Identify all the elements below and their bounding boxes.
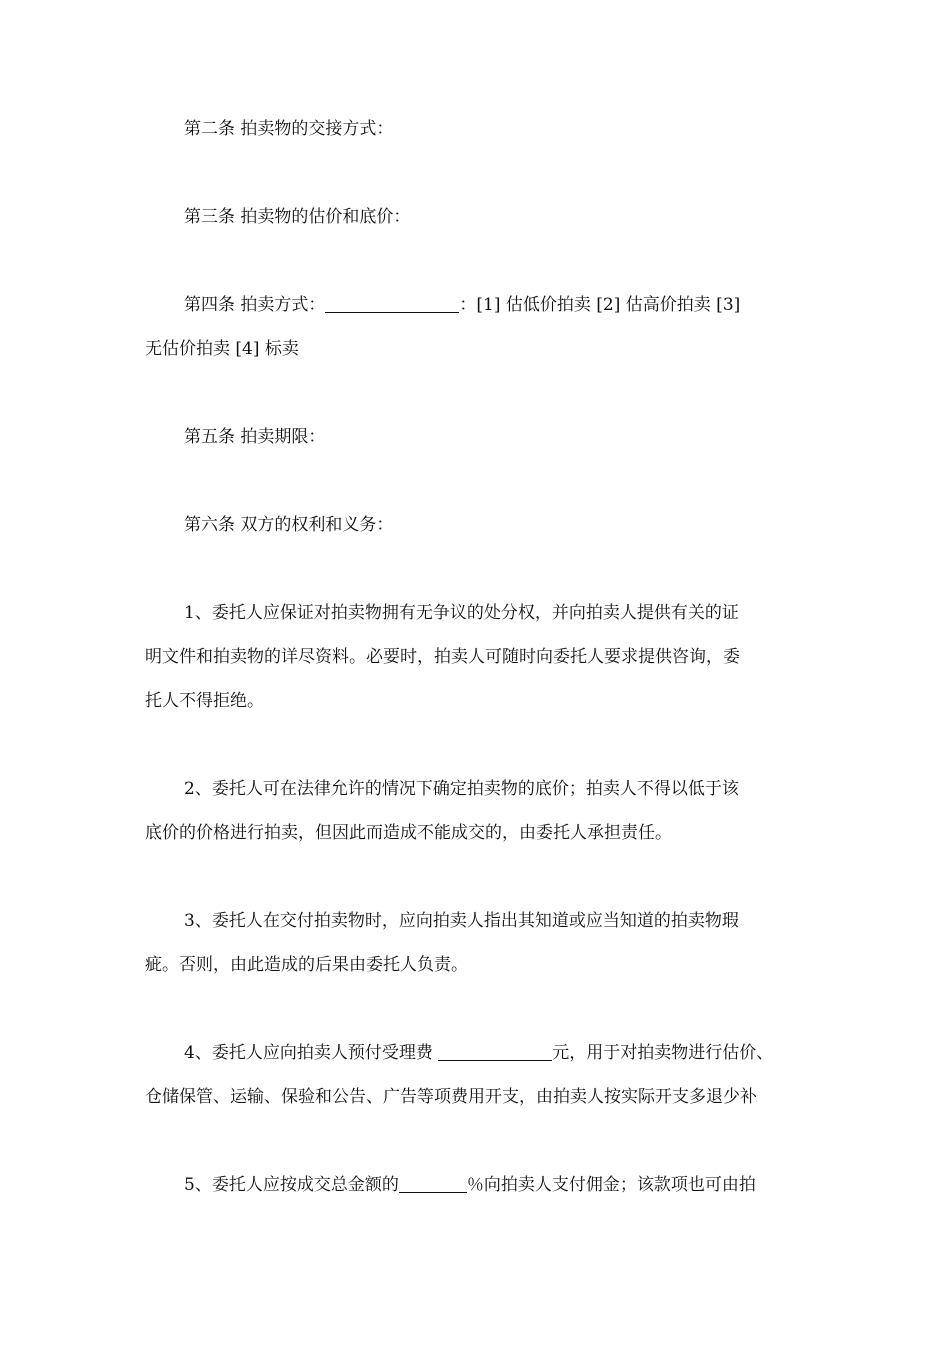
clause-1-line-3: 托人不得拒绝。	[145, 691, 264, 711]
article-4-continued: 无估价拍卖 [4] 标卖	[145, 339, 299, 359]
article-4-options: ：[1] 估低价拍卖 [2] 估高价拍卖 [3]	[459, 295, 741, 315]
auction-method-blank[interactable]	[325, 296, 459, 313]
clause-4-line-2: 仓储保管、运输、保验和公告、广告等项费用开支，由拍卖人按实际开支多退少补	[145, 1087, 757, 1107]
article-2: 第二条 拍卖物的交接方式：	[184, 119, 394, 139]
article-5: 第五条 拍卖期限：	[184, 427, 326, 447]
clause-1-line-2: 明文件和拍卖物的详尽资料。必要时，拍卖人可随时向委托人要求提供咨询，委	[145, 647, 740, 667]
clause-2-line-2: 底价的价格进行拍卖，但因此而造成不能成交的，由委托人承担责任。	[145, 823, 672, 843]
acceptance-fee-blank[interactable]	[438, 1044, 552, 1061]
clause-3-line-2: 疵。否则，由此造成的后果由委托人负责。	[145, 955, 468, 975]
article-4-prefix: 第四条 拍卖方式：	[184, 295, 326, 315]
article-6: 第六条 双方的权利和义务：	[184, 515, 394, 535]
clause-4-suffix: 元，用于对拍卖物进行估价、	[552, 1043, 774, 1063]
clause-4-prefix: 4、委托人应向拍卖人预付受理费	[184, 1043, 439, 1063]
clause-5-prefix: 5、委托人应按成交总金额的	[184, 1175, 399, 1195]
clause-1-line-1: 1、委托人应保证对拍卖物拥有无争议的处分权，并向拍卖人提供有关的证	[184, 603, 739, 623]
clause-5-suffix: ％向拍卖人支付佣金；该款项也可由拍	[466, 1175, 756, 1195]
clause-3-line-1: 3、委托人在交付拍卖物时，应向拍卖人指出其知道或应当知道的拍卖物瑕	[184, 911, 739, 931]
article-4	[184, 294, 814, 316]
clause-5-line-1	[184, 1174, 814, 1196]
clause-2-line-1: 2、委托人可在法律允许的情况下确定拍卖物的底价；拍卖人不得以低于该	[184, 779, 739, 799]
clause-4-line-1	[184, 1042, 814, 1064]
article-3: 第三条 拍卖物的估价和底价：	[184, 207, 411, 227]
commission-percent-blank[interactable]	[399, 1176, 467, 1193]
